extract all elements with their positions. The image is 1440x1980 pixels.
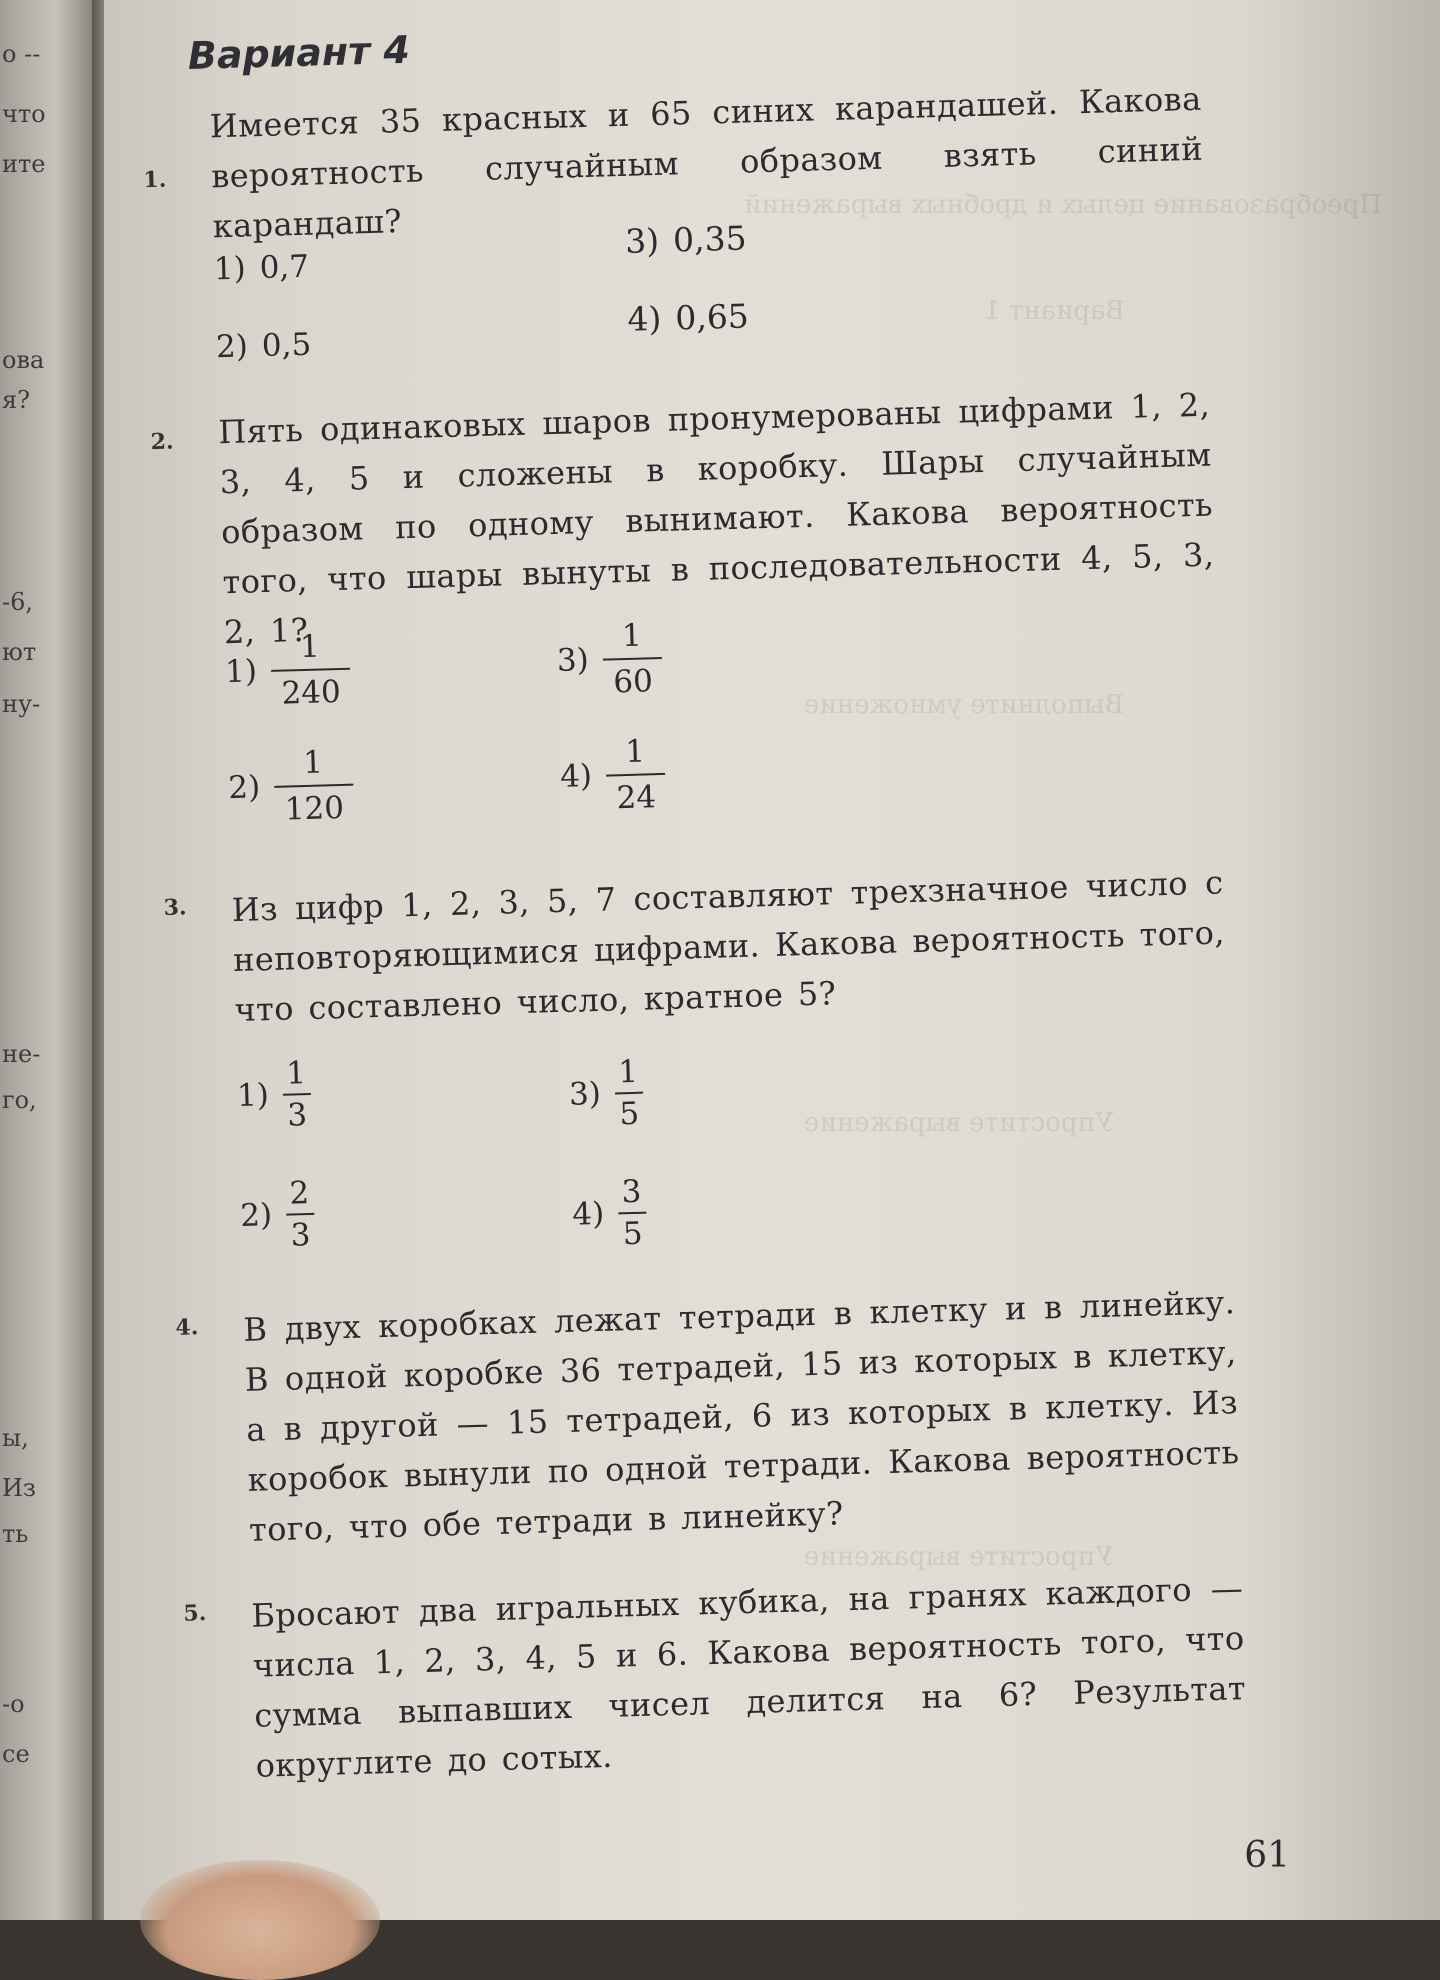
page-content xyxy=(104,0,1440,1920)
variant-title: Вариант 4 xyxy=(187,27,411,78)
answer-option xyxy=(627,296,749,338)
option-number: 1) xyxy=(224,653,258,691)
fraction-numerator: 1 xyxy=(621,617,643,655)
fraction xyxy=(270,624,352,716)
task-number: 1. xyxy=(142,166,167,194)
bleed-through-text: Выполните умножение xyxy=(804,690,1124,720)
bleed-through-text: Упростите выражение xyxy=(804,1108,1114,1138)
fraction-denominator: 5 xyxy=(618,1095,640,1133)
fraction-numerator: 1 xyxy=(617,1053,639,1091)
fraction-denominator: 3 xyxy=(286,1097,308,1134)
task-number: 3. xyxy=(163,894,187,921)
answer-option xyxy=(625,218,747,260)
option-number: 3) xyxy=(624,220,660,261)
bleed-through-text: Упростите выражение xyxy=(804,1542,1114,1572)
task-1 xyxy=(141,74,1209,393)
option-number: 4) xyxy=(559,757,593,795)
option-number: 2) xyxy=(227,769,261,807)
answer-option xyxy=(236,1053,312,1137)
bleed-through-text: Вариант 1 xyxy=(984,296,1125,326)
prev-page-fragment: я? xyxy=(2,386,31,414)
answer-option xyxy=(224,624,351,717)
answer-option xyxy=(216,327,312,366)
option-number: 3) xyxy=(556,642,590,679)
prev-page-fragment: ы, xyxy=(2,1424,29,1452)
thumb xyxy=(140,1860,380,1980)
task-number: 5. xyxy=(183,1600,207,1627)
fraction xyxy=(614,1052,644,1135)
fraction-numerator: 1 xyxy=(302,744,324,782)
task-text: В двух коробках лежат тетради в клетку и в линейку. В одной коробке 36 тетрадей, 15 из которых в клетку, а в другой — 15 тетрадей, 6 из которых в клетку. Из коробок вынули по одной тетради. Какова вероятность того, что обе тетради в линейку? xyxy=(242,1283,1240,1549)
answer-option xyxy=(227,740,354,833)
prev-page-fragment: что xyxy=(2,100,46,128)
task-text: Бросают два игральных кубика, на гранях каждого — числа 1, 2, 3, 4, 5 и 6. Какова вероятность того, что сумма выпавших чисел делится на 6? Результат округлите до сотых. xyxy=(250,1569,1247,1785)
option-number: 1) xyxy=(236,1077,270,1115)
option-value: 0,5 xyxy=(261,326,312,365)
fraction xyxy=(285,1173,315,1256)
fraction xyxy=(605,729,667,821)
prev-page-fragment: се xyxy=(2,1740,30,1768)
answer-option xyxy=(568,1052,644,1136)
fraction xyxy=(617,1172,647,1255)
previous-page-edge xyxy=(0,0,92,1920)
fraction-denominator: 120 xyxy=(284,789,345,828)
fraction-numerator: 1 xyxy=(285,1055,307,1092)
option-number: 1) xyxy=(213,250,247,288)
option-number: 2) xyxy=(239,1197,273,1234)
page-number: 61 xyxy=(1244,1835,1290,1876)
task-text: Из цифр 1, 2, 3, 5, 7 составляют трехзначное число с неповторяющимися цифрами. Какова вероятность того, что составлено число, кратное 5? xyxy=(231,863,1226,1030)
answer-option xyxy=(571,1172,647,1256)
prev-page-fragment: ова xyxy=(2,346,45,374)
prev-page-fragment: го, xyxy=(2,1086,37,1114)
task-4 xyxy=(175,1277,1242,1566)
prev-page-fragment: о -- xyxy=(2,40,41,68)
option-value: 0,65 xyxy=(674,296,750,338)
answer-option xyxy=(559,729,667,822)
fraction xyxy=(601,613,663,705)
answer-option xyxy=(556,613,664,706)
answer-option xyxy=(239,1173,315,1257)
task-number: 4. xyxy=(175,1314,199,1341)
task-text: Имеется 35 красных и 65 синих карандашей. Какова вероятность случайным образом взять синий карандаш? xyxy=(209,79,1204,246)
prev-page-fragment: ют xyxy=(2,638,37,666)
fraction xyxy=(282,1053,312,1136)
fraction-denominator: 5 xyxy=(622,1215,644,1253)
fraction-denominator: 24 xyxy=(616,779,657,817)
prev-page-fragment: -о xyxy=(2,1690,25,1718)
fraction-numerator: 1 xyxy=(299,628,321,666)
fraction-numerator: 2 xyxy=(289,1175,310,1212)
task-text: Пять одинаковых шаров пронумерованы цифрами 1, 2, 3, 4, 5 и сложены в коробку. Шары случайным образом по одному вынимают. Какова вероятность того, что шары вынуты в последовательности 4, 5, 3, 2, 1? xyxy=(217,385,1215,652)
task-3 xyxy=(163,857,1233,1266)
prev-page-fragment: Из xyxy=(2,1474,37,1502)
task-2 xyxy=(150,380,1220,828)
task-5 xyxy=(183,1563,1249,1813)
option-value: 0,35 xyxy=(672,218,748,260)
prev-page-fragment: ите xyxy=(2,150,46,178)
option-number: 2) xyxy=(215,328,249,366)
prev-page-fragment: -6, xyxy=(2,588,34,616)
option-value: 0,7 xyxy=(259,248,310,287)
option-number: 4) xyxy=(626,298,662,339)
fraction xyxy=(273,740,355,832)
fraction-denominator: 60 xyxy=(612,663,654,701)
option-number: 3) xyxy=(568,1075,602,1113)
fraction-numerator: 1 xyxy=(624,733,646,771)
fraction-denominator: 240 xyxy=(281,673,342,712)
bleed-through-text: Преобразование целых и дробных выражений xyxy=(744,190,1382,220)
book-page xyxy=(104,0,1440,1920)
prev-page-fragment: не- xyxy=(2,1040,41,1068)
fraction-denominator: 3 xyxy=(290,1217,311,1254)
prev-page-fragment: ть xyxy=(2,1520,29,1548)
prev-page-fragment: ну- xyxy=(2,690,41,718)
option-number: 4) xyxy=(571,1195,605,1233)
task-number: 2. xyxy=(150,428,174,456)
fraction-numerator: 3 xyxy=(621,1173,642,1211)
answer-option xyxy=(213,249,309,288)
